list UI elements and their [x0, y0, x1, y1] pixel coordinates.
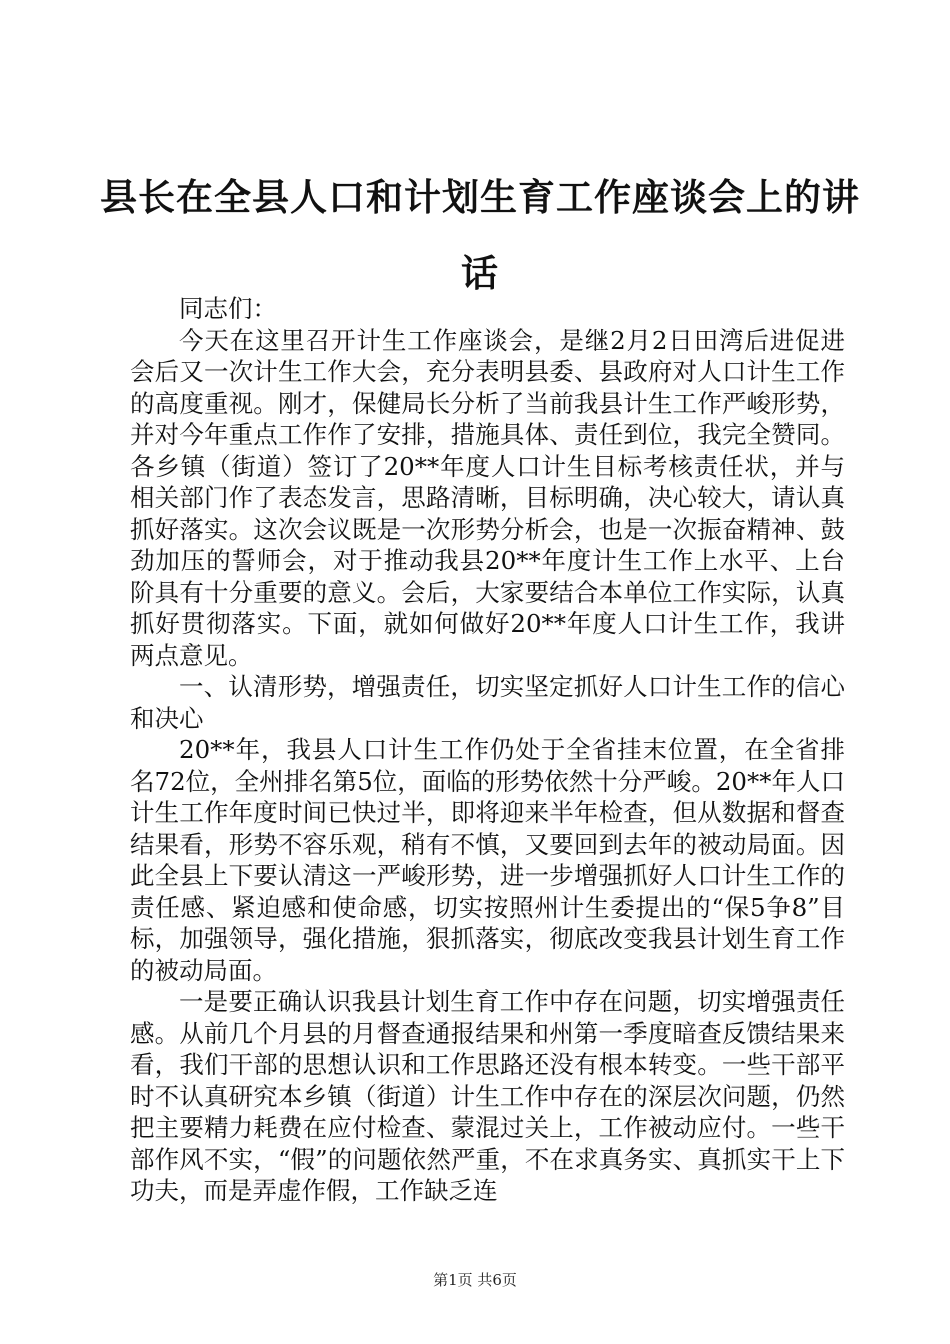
paragraph-situation: 20**年，我县人口计生工作仍处于全省挂末位置，在全省排名72位，全州排名第5位，面临的形势依然十分严峻。20**年人口计生工作年度时间已快过半，即将迎来半年检查，但从数据和督查结果看，形势不容乐观，稍有不慎，又要回到去年的被动局面。因此全县上下要认清这一严峻形势，进一步增强抓好人口计生工作的责任感、紧迫感和使命感，切实按照州计生委提出的“保5争8”目标，加强领导，强化措施，狠抓落实，彻底改变我县计划生育工作的被动局面。: [130, 735, 845, 985]
paragraph-intro: 今天在这里召开计生工作座谈会，是继2月2日田湾后进促进会后又一次计生工作大会，充分表明县委、县政府对人口计生工作的高度重视。刚才，保健局长分析了当前我县计生工作严峻形势，并对今年重点工作作了安排，措施具体、责任到位，我完全赞同。各乡镇（街道）签订了20**年度人口计生目标考核责任状，并与相关部门作了表态发言，思路清晰，目标明确，决心较大，请认真抓好落实。这次会议既是一次形势分析会，也是一次振奋精神、鼓劲加压的誓师会，对于推动我县20**年度计生工作上水平、上台阶具有十分重要的意义。会后，大家要结合本单位工作实际，认真抓好贯彻落实。下面，就如何做好20**年度人口计生工作，我讲两点意见。: [130, 325, 845, 670]
salutation: 同志们：: [179, 294, 277, 323]
page-footer: 第1页 共6页: [433, 1271, 517, 1289]
paragraph-point-1: 一是要正确认识我县计划生育工作中存在问题，切实增强责任感。从前几个月县的月督查通报结果和州第一季度暗查反馈结果来看，我们干部的思想认识和工作思路还没有根本转变。一些干部平时不认真研究本乡镇（街道）计生工作中存在的深层次问题，仍然把主要精力耗费在应付检查、蒙混过关上，工作被动应付。一些干部作风不实，“假”的问题依然严重，不在求真务实、真抓实干上下功夫，而是弄虚作假，工作缺乏连: [130, 987, 845, 1205]
section-heading-1: 一、认清形势，增强责任，切实坚定抓好人口计生工作的信心和决心: [130, 672, 845, 733]
document-body: [130, 293, 845, 1207]
document-title: 县长在全县人口和计划生育工作座谈会上的讲话: [100, 176, 860, 295]
